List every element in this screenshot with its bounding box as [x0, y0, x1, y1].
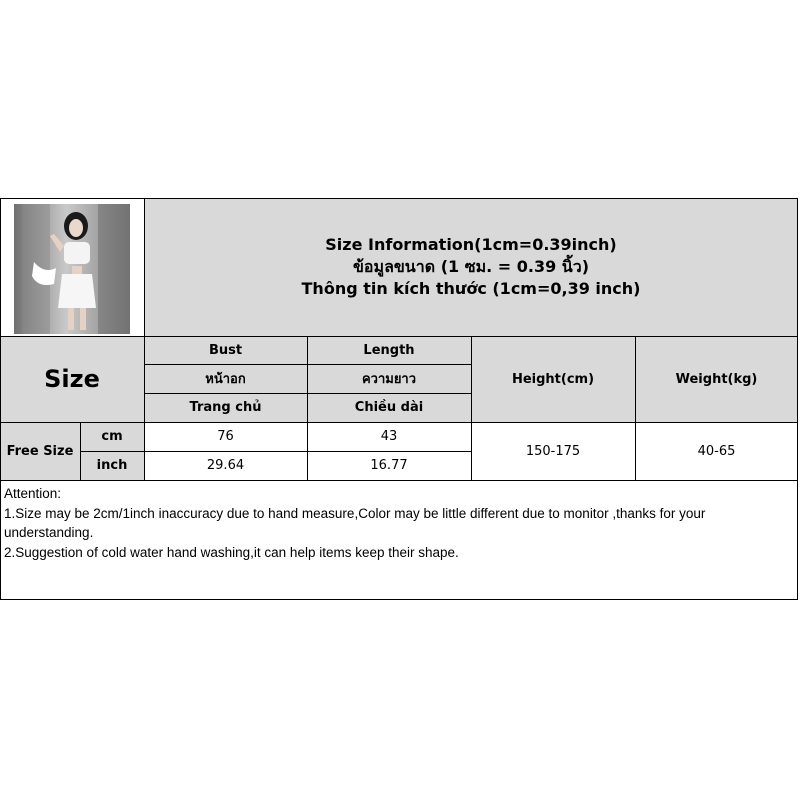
- length-en: Length: [363, 342, 415, 358]
- border-top: [0, 198, 798, 199]
- attention-note-2: 2.Suggestion of cold water hand washing,it can help items keep their shape.: [4, 544, 459, 560]
- divider: [471, 336, 472, 480]
- border-right: [797, 198, 798, 600]
- bust-vi: Trang chủ: [189, 400, 262, 415]
- length-cm-value: 43: [380, 429, 398, 444]
- title-thai: ข้อมูลขนาด (1 ซม. = 0.39 นิ้ว): [352, 257, 590, 276]
- height-value: 150-175: [525, 443, 581, 459]
- bust-inch-value: 29.64: [206, 458, 245, 473]
- bust-cm-value: 76: [217, 429, 234, 444]
- unit-inch: inch: [96, 458, 128, 473]
- product-photo: [14, 204, 130, 334]
- attention-heading: Attention:: [4, 486, 62, 501]
- divider: [635, 336, 636, 480]
- title-vietnamese: Thông tin kích thước (1cm=0,39 inch): [301, 279, 641, 298]
- length-th: ความยาว: [361, 372, 417, 387]
- height-heading: Height(cm): [511, 371, 595, 387]
- bust-en: Bust: [208, 342, 243, 358]
- divider: [0, 422, 798, 423]
- border-left: [0, 198, 1, 600]
- border-bottom: [0, 599, 798, 600]
- model-illustration: [14, 204, 130, 334]
- bust-th: หน้าอก: [205, 372, 246, 387]
- size-heading: Size: [44, 365, 100, 393]
- attention-notes: [4, 484, 798, 562]
- free-size-label: Free Size: [6, 443, 74, 459]
- divider: [80, 451, 471, 452]
- weight-value: 40-65: [697, 443, 736, 459]
- size-chart: [0, 198, 798, 600]
- unit-cm: cm: [101, 429, 123, 444]
- divider: [0, 336, 798, 337]
- length-inch-value: 16.77: [370, 458, 408, 473]
- divider: [80, 422, 81, 480]
- size-info-title: [144, 198, 798, 336]
- divider: [144, 198, 145, 480]
- divider: [307, 336, 308, 480]
- weight-heading: Weight(kg): [675, 371, 758, 387]
- attention-note-1: 1.Size may be 2cm/1inch inaccuracy due to hand measure,Color may be little different due to monitor ,thanks for your understanding.: [4, 505, 706, 540]
- length-vi: Chiều dài: [354, 400, 424, 415]
- divider: [0, 480, 798, 481]
- title-english: Size Information(1cm=0.39inch): [325, 235, 617, 254]
